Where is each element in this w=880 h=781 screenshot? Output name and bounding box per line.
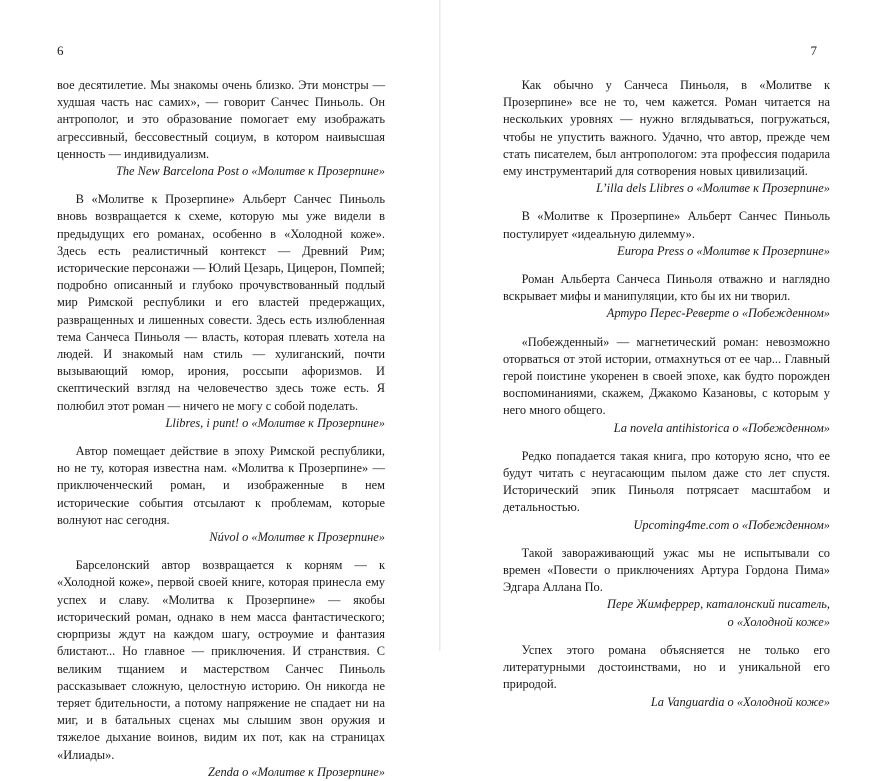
- review-quote: [57, 191, 385, 432]
- review-quote: [503, 208, 830, 260]
- quote-text: Успех этого романа объясняется не только его литературными достоинствами, но и уникальной его природой.: [503, 642, 830, 692]
- quote-text: «Побежденный» — магнетический роман: невозможно оторваться от этой истории, отмахнуться от ее чар... Главный герой поистине укоренен в своей эпохе, как будто порожден воспоминаниями, скажем, Джакомо Казановы, с которым у него много общего.: [503, 334, 830, 418]
- quote-source: Llibres, i punt! о «Молитве к Прозерпине»: [165, 415, 385, 430]
- quote-source: Upcoming4me.com о «Побежденном»: [633, 517, 830, 532]
- right-column: [503, 77, 830, 711]
- review-quote: [57, 443, 385, 546]
- quote-source: Zenda о «Молитве к Прозерпине»: [208, 764, 385, 779]
- review-quote: [503, 271, 830, 323]
- quote-text: Такой завораживающий ужас мы не испытывали со времен «Повести о приключениях Артура Гордона Пима» Эдгара Аллана По.: [503, 545, 830, 595]
- review-quote: [503, 642, 830, 711]
- quote-text: Автор помещает действие в эпоху Римской республики, но не ту, которая известна нам. «Молитва к Прозерпине» — приключенческий роман, и изображенные в нем исторические события отсылают к проблемам, которые волнуют нас сегодня.: [57, 444, 385, 527]
- left-column: [57, 77, 385, 781]
- quote-source: Europa Press о «Молитве к Прозерпине»: [617, 243, 830, 258]
- review-quote: [503, 448, 830, 534]
- quote-source: L’illa dels Llibres о «Молитве к Прозерпине»: [596, 181, 830, 196]
- quote-text: Роман Альберта Санчеса Пиньоля отважно и наглядно вскрывает мифы и манипуляции, кто бы их ни творил.: [503, 272, 830, 304]
- quote-text: Как обычно у Санчеса Пиньоля, в «Молитве к Прозерпине» все не то, чем кажется. Роман читается на нескольких уровнях — нужно вглядываться, погружаться, чтобы не упустить важного. Удачно, что автор, прежде чем стать писателем, был антропологом: эта профессия подарила ему инструментарий для сотворения новых цивилизаций.: [503, 78, 830, 179]
- review-quote: [503, 77, 830, 197]
- quote-text: вое десятилетие. Мы знакомы очень близко. Эти монстры — худшая часть нас самих», — говорит Санчес Пиньоль. Он антрополог, и это образование помогает ему изображать агрессивный, бессовестный социум, в котором наивысшая ценность — индивидуализм.: [57, 78, 385, 161]
- review-quote: [503, 545, 830, 631]
- quote-text: Редко попадается такая книга, про которую ясно, что ее будут читать с неугасающим пылом даже сто лет спустя. Исторический эпик Пиньоля потрясает масштабом и детальностью.: [503, 448, 830, 515]
- page-number: 6: [57, 43, 64, 58]
- left-page: [0, 0, 440, 779]
- quote-source: Пере Жимферрер, каталонский писатель,: [607, 597, 830, 612]
- quote-text: В «Молитве к Прозерпине» Альберт Санчес Пиньоль вновь возвращается к схеме, которую мы уже видели в предыдущих его романах, особенно в «Холодной коже». Здесь есть реалистичный контекст — Древний Рим; исторические персонажи — Юлий Цезарь, Цицерон, Помпей; подробно описанный и глубоко прочувствованный подлый мир Римской республики и его властей предержащих, развращенных и лишенных совести. Здесь есть излюбленная тема Санчеса Пиньоля — власть, которая плевать хотела на людей. И знакомый нам стиль — хулиганский, почти вызывающий юмор, ирония, россыпи афоризмов. И скептический взгляд на человечество здесь тоже есть. Я полюбил этот роман — ничего не могу с собой поделать.: [57, 192, 385, 413]
- review-quote: [503, 334, 830, 437]
- quote-text: В «Молитве к Прозерпине» Альберт Санчес Пиньоль постулирует «идеальную дилемму».: [503, 209, 830, 241]
- quote-source: о «Холодной коже»: [727, 614, 830, 629]
- quote-source: Артуро Перес-Реверте о «Побежденном»: [606, 306, 830, 321]
- review-quote: [57, 557, 385, 781]
- quote-source: Núvol о «Молитве к Прозерпине»: [209, 530, 385, 545]
- page-number: 7: [810, 43, 817, 58]
- quote-source: La novela antihistorica о «Побежденном»: [613, 420, 830, 435]
- quote-source: La Vanguardia о «Холодной коже»: [650, 694, 830, 709]
- quote-text: Барселонский автор возвращается к корням — к «Холодной коже», первой своей книге, которая принесла ему успех и славу. «Молитва к Прозерпине» — якобы исторический роман, однако в нем масса фантастического; сюрпризы ждут на каждом шагу, остроумие и фантазия блистают... Но главное — приключения. И странствия. С великим тщанием и мастерством Санчес Пиньоль рассказывает сложную, целостную историю. Он никогда не теряет бдительности, а потому напряжение не спадает ни на миг, и в батальных сценах мы слышим звон оружия и тяжелое дыхание воинов, видим их пот, как на страницах «Илиады».: [57, 558, 385, 762]
- quote-source: The New Barcelona Post о «Молитве к Прозерпине»: [115, 164, 385, 179]
- right-page: [440, 0, 880, 709]
- review-quote: [57, 77, 385, 180]
